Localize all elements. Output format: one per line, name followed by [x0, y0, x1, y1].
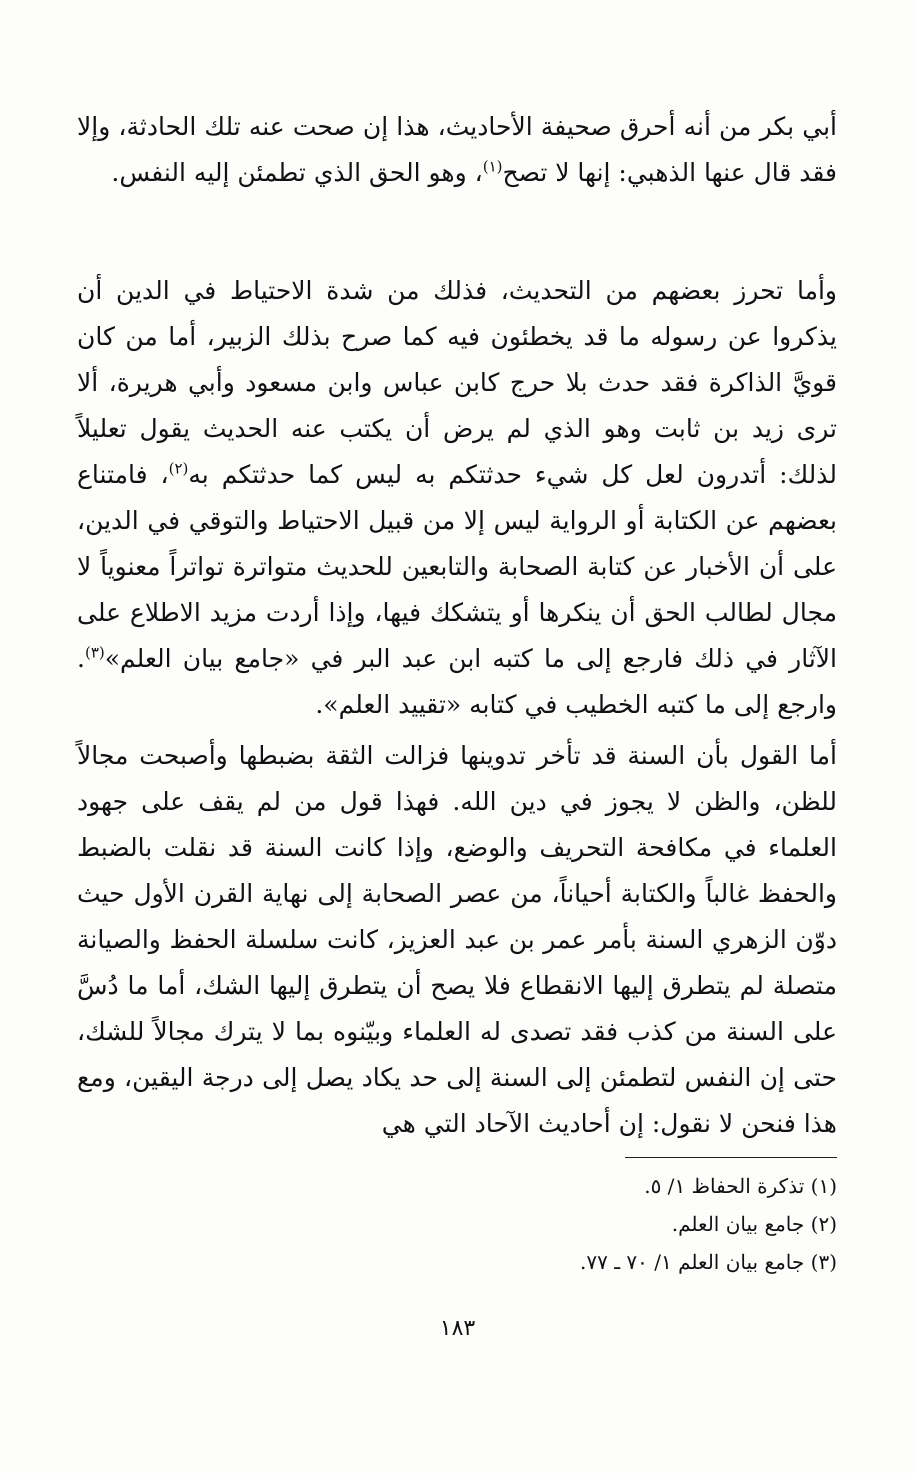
footnote-ref-1[interactable]: (١) — [482, 157, 503, 176]
paragraph-2-text-b: ، فامتناع بعضهم عن الكتابة أو الرواية ليس إلا من قبيل الاحتياط والتوقي في الدين، على أن الأخبار عن كتابة الصحابة والتابعين للحديث متواترة تواتراً معنوياً لا مجال لطالب الحق أن ينكرها أو يتشكك فيها، وإذا أردت مزيد الاطلاع على الآثار في ذلك فارجع إلى ما كتبه ابن عبد البر في «جامع بيان العلم» — [77, 460, 837, 673]
paragraph-3-text: أما القول بأن السنة قد تأخر تدوينها فزالت الثقة بضبطها وأصبحت مجالاً للظن، والظن لا يجوز في دين الله. فهذا قول من لم يقف على جهود العلماء في مكافحة التحريف والوضع، وإذا كانت السنة قد نقلت بالضبط والحفظ غالباً والكتابة أحياناً، من عصر الصحابة إلى نهاية القرن الأول حيث دوّن الزهري السنة بأمر عمر بن عبد العزيز، كانت سلسلة الحفظ والصيانة متصلة لم يتطرق إليها الانقطاع فلا يصح أن يتطرق إليها الشك، أما ما دُسَّ على السنة من كذب فقد تصدى له العلماء وبيّنوه بما لا يترك مجالاً للشك، حتى إن النفس لتطمئن إلى السنة إلى حد يكاد يصل إلى درجة اليقين، ومع هذا فنحن لا نقول: إن أحاديث الآحاد التي هي — [77, 741, 837, 1138]
footnote-3: (٣) جامع بيان العلم ١/ ٧٠ ـ ٧٧. — [580, 1250, 837, 1274]
paragraph-1-text-b: ، وهو الحق الذي تطمئن إليه النفس. — [111, 158, 483, 187]
footnotes — [77, 1167, 837, 1281]
paragraph-2 — [77, 268, 837, 728]
paragraph-2-text-a: وأما تحرز بعضهم من التحديث، فذلك من شدة الاحتياط في الدين أن يذكروا عن رسوله ما قد يخطئون فيه كما صرح بذلك الزبير، أما من كان قويَّ الذاكرة فقد حدث بلا حرج كابن عباس وابن مسعود وأبي هريرة، ألا ترى زيد بن ثابت وهو الذي لم يرض أن يكتب عنه الحديث يقول تعليلاً لذلك: أتدرون لعل كل شيء حدثتكم به ليس كما حدثتكم به — [77, 276, 837, 489]
paragraph-1 — [77, 104, 837, 196]
footnote-ref-3[interactable]: (٣) — [84, 643, 105, 662]
footnote-1: (١) تذكرة الحفاظ ١/ ٥. — [644, 1174, 837, 1198]
footnote-2: (٢) جامع بيان العلم. — [671, 1212, 837, 1236]
paragraph-2-text-c: . وارجع إلى ما كتبه الخطيب في كتابه «تقييد العلم». — [77, 644, 837, 719]
footnote-ref-2[interactable]: (٢) — [168, 459, 189, 478]
footnote-divider — [625, 1157, 837, 1158]
paragraph-1-text-a: أبي بكر من أنه أحرق صحيفة الأحاديث، هذا إن صحت عنه تلك الحادثة، وإلا فقد قال عنها الذهبي: إنها لا تصح — [77, 112, 837, 187]
paragraph-3 — [77, 733, 837, 1147]
page-number: ١٨٣ — [439, 1316, 476, 1341]
